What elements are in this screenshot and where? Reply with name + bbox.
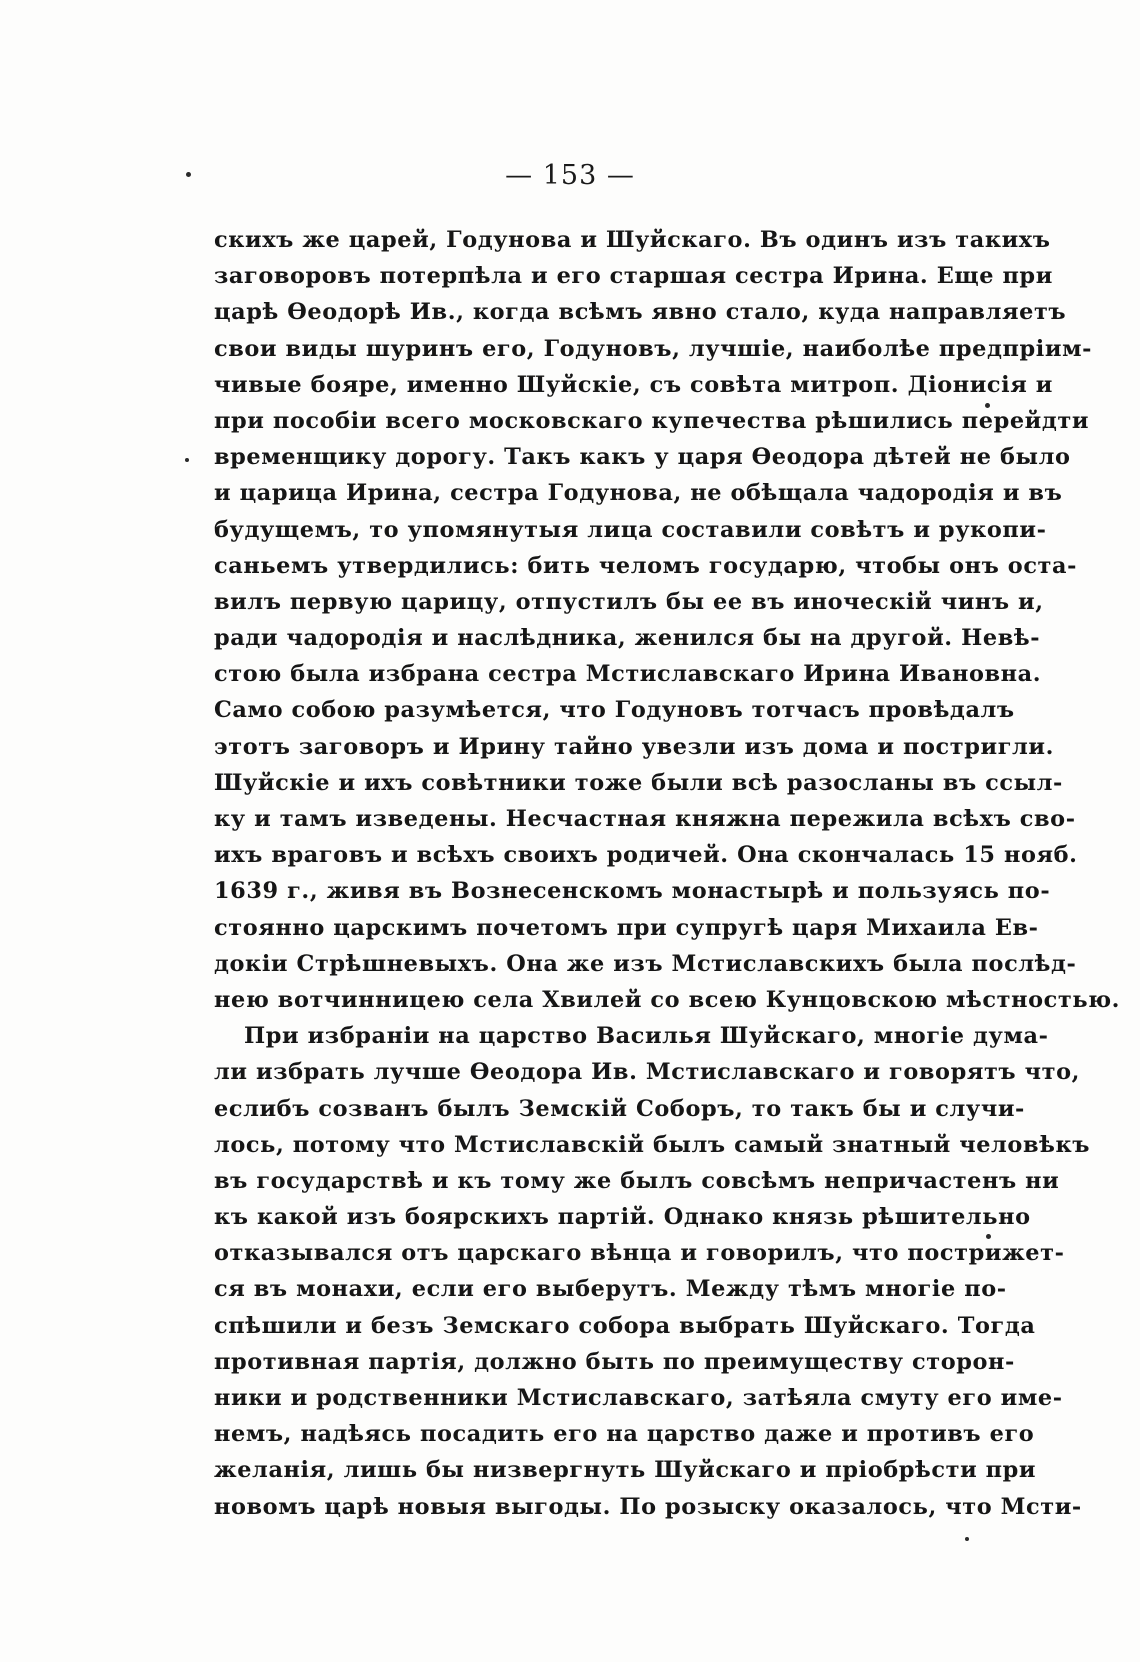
text-line: ку и тамъ изведены. Несчастная княжна пережила всѣхъ сво- xyxy=(214,806,1076,832)
text-line: нею вотчинницею села Хвилей со всею Кунцовскою мѣстностью. xyxy=(214,986,1121,1013)
text-line: заговоровъ потерпѣла и его старшая сестра Ирина. Еще при xyxy=(214,263,1053,290)
text-line: немъ, надѣясь посадить его на царство даже и противъ его xyxy=(214,1421,1035,1448)
text-line: ихъ враговъ и всѣхъ своихъ родичей. Она скончалась 15 нояб. xyxy=(214,842,1078,869)
paragraph-start-line: При избраніи на царство Василья Шуйскаго, многіе дума- xyxy=(244,1023,1049,1050)
text-line: при пособіи всего московскаго купечества рѣшились перейдти xyxy=(214,407,1090,434)
text-line: желанія, лишь бы низвергнуть Шуйскаго и пріобрѣсти при xyxy=(214,1457,1037,1484)
text-line: временщику дорогу. Такъ какъ у царя Ѳеодора дѣтей не было xyxy=(214,444,1071,471)
text-line: Шуйскіе и ихъ совѣтники тоже были всѣ разосланы въ ссыл- xyxy=(214,769,1063,796)
text-line: ники и родственники Мстиславскаго, затѣяла смуту его име- xyxy=(214,1385,1063,1411)
text-line: ли избрать лучше Ѳеодора Ив. Мстиславскаго и говорятъ что, xyxy=(214,1059,1080,1086)
text-line: вилъ первую царицу, отпустилъ бы ее въ иноческій чинъ и, xyxy=(214,588,1044,615)
text-line: спѣшили и безъ Земскаго собора выбрать Шуйскаго. Тогда xyxy=(214,1312,1036,1339)
text-line: и царица Ирина, сестра Годунова, не обѣщала чадородія и въ xyxy=(214,480,1063,507)
scan-speck xyxy=(985,403,990,408)
scan-speck xyxy=(186,172,191,177)
scan-speck xyxy=(185,458,189,462)
text-line: царѣ Ѳеодорѣ Ив., когда всѣмъ явно стало, куда направляетъ xyxy=(214,299,1067,326)
page-number: — 153 — xyxy=(505,160,635,191)
text-line: свои виды шуринъ его, Годуновъ, лучшіе, наиболѣе предпріим- xyxy=(214,335,1093,362)
text-line: Само собою разумѣется, что Годуновъ тотчасъ провѣдалъ xyxy=(214,697,1015,724)
text-line: еслибъ созванъ былъ Земскій Соборъ, то такъ бы и случи- xyxy=(214,1095,1025,1122)
text-line: этотъ заговоръ и Ирину тайно увезли изъ дома и постригли. xyxy=(214,733,1054,760)
text-line: лось, потому что Мстиславскій былъ самый знатный человѣкъ xyxy=(214,1131,1091,1158)
text-line: стоянно царскимъ почетомъ при супругѣ царя Михаила Ев- xyxy=(214,914,1039,941)
text-line: чивые бояре, именно Шуйскіе, съ совѣта митроп. Діонисія и xyxy=(214,371,1054,398)
text-line: новомъ царѣ новыя выгоды. По розыску оказалось, что Мсти- xyxy=(214,1493,1082,1520)
text-line: къ какой изъ боярскихъ партій. Однако князь рѣшительно xyxy=(214,1204,1031,1231)
text-line: отказывался отъ царскаго вѣнца и говорилъ, что пострижет- xyxy=(214,1240,1065,1267)
text-line: противная партія, должно быть по преимуществу сторон- xyxy=(214,1348,1015,1375)
text-line: 1639 г., живя въ Вознесенскомъ монастырѣ и пользуясь по- xyxy=(214,878,1051,905)
text-line: въ государствѣ и къ тому же былъ совсѣмъ непричастенъ ни xyxy=(214,1167,1060,1194)
text-line: скихъ же царей, Годунова и Шуйскаго. Въ одинъ изъ такихъ xyxy=(214,227,1051,253)
text-line: стою была избрана сестра Мстиславскаго Ирина Ивановна. xyxy=(214,661,1042,688)
text-line: саньемъ утвердились: бить челомъ государю, чтобы онъ оста- xyxy=(214,552,1078,579)
text-line: докіи Стрѣшневыхъ. Она же изъ Мстиславскихъ была послѣд- xyxy=(214,950,1077,977)
scan-speck xyxy=(986,1234,991,1239)
text-line: ради чадородія и наслѣдника, женился бы на другой. Невѣ- xyxy=(214,625,1041,652)
body-text xyxy=(214,222,1121,1525)
text-line: ся въ монахи, если его выберутъ. Между тѣмъ многіе по- xyxy=(214,1276,1007,1303)
scan-speck xyxy=(965,1537,969,1541)
text-line: будущемъ, то упомянутыя лица составили совѣтъ и рукопи- xyxy=(214,516,1047,543)
